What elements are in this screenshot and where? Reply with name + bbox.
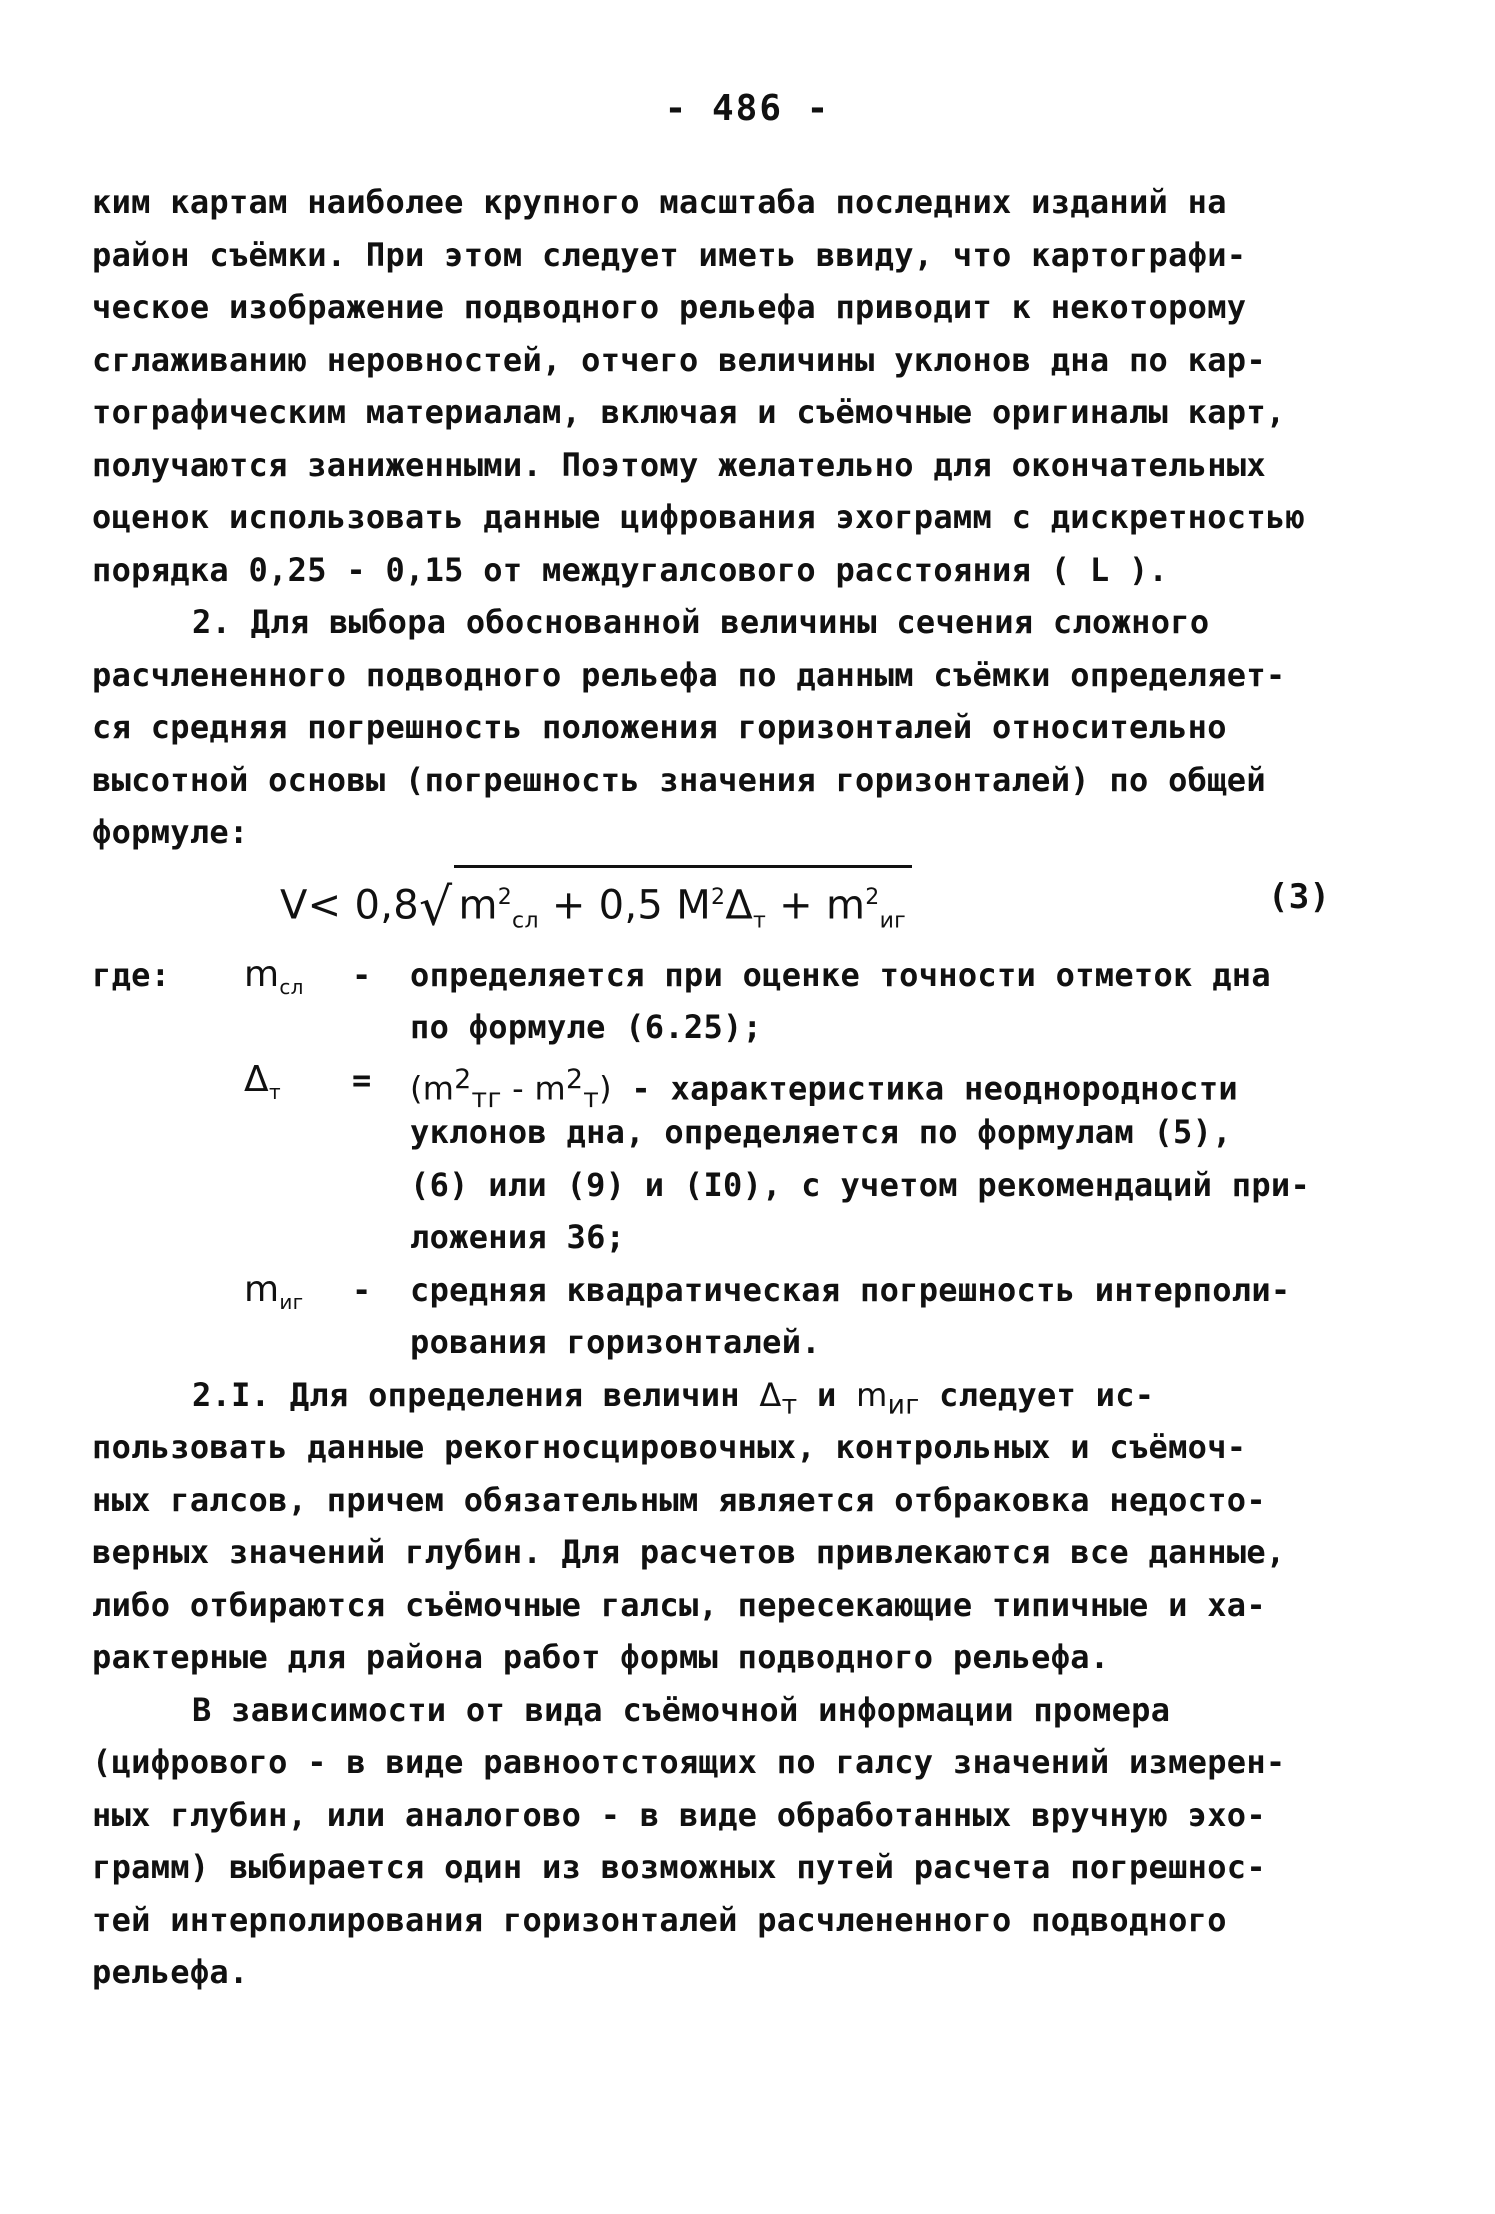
text-line: расчлененного подводного рельефа по данным съёмки определяет- xyxy=(92,655,1286,694)
paragraph-2 xyxy=(92,596,1432,859)
text-line: ных глубин, или аналогово - в виде обработанных вручную эхо- xyxy=(92,1795,1266,1834)
text-line: оценок использовать данные цифрования эхограмм с дискретностью xyxy=(92,498,1306,536)
document-body xyxy=(92,176,1432,1999)
text-line: сглаживанию неровностей, отчего величины уклонов дна по кар- xyxy=(92,340,1266,379)
text-line: тографическим материалам, включая и съёмочные оригиналы карт, xyxy=(92,393,1286,431)
text-line: порядка 0,25 - 0,15 от междугалсового расстояния ( L ). xyxy=(92,550,1169,589)
text-line: пользовать данные рекогносцировочных, контрольных и съёмоч- xyxy=(92,1428,1247,1466)
definition-dash: - xyxy=(352,1270,372,1309)
definition-dash: - xyxy=(352,955,372,994)
where-label: где: xyxy=(92,955,171,994)
text-line: ложения 36; xyxy=(410,1218,626,1256)
text-line: район съёмки. При этом следует иметь ввиду, что картографи- xyxy=(92,235,1247,274)
text-line: В зависимости от вида съёмочной информации промера xyxy=(192,1690,1171,1729)
definition-symbol: $m_{иг}$ xyxy=(244,1268,304,1314)
text-line: по формуле (6.25); xyxy=(410,1008,763,1046)
text-line: уклонов дна, определяется по формулам (5), xyxy=(410,1113,1232,1151)
text-line: тей интерполирования горизонталей расчлененного подводного xyxy=(92,1900,1227,1939)
text-line: средняя квадратическая погрешность интерполи- xyxy=(410,1270,1291,1309)
text-line: ческое изображение подводного рельефа приводит к некоторому xyxy=(92,288,1247,326)
text-line: ким картам наиболее крупного масштаба последних изданий на xyxy=(92,183,1227,221)
formula-coef: 0,8 xyxy=(354,881,420,928)
text-line: 2. Для выбора обоснованной величины сечения сложного xyxy=(192,603,1210,641)
paragraph-4 xyxy=(92,1684,1432,1999)
definitions-list xyxy=(92,949,1432,1369)
definition-symbol: $\Delta_т$ xyxy=(244,1058,281,1104)
formula-radicand: $m^2_{сл} + 0,5$ $M^2\Delta_т + m^2_{иг}$ xyxy=(454,865,912,948)
formula-3 xyxy=(92,859,1432,949)
text-line: грамм) выбирается один из возможных путей расчета погрешнос- xyxy=(92,1848,1266,1886)
paragraph-continuation xyxy=(92,176,1432,596)
definition-dash: = xyxy=(352,1060,372,1099)
text-line: (6) или (9) и (I0), с учетом рекомендаций при- xyxy=(410,1165,1311,1204)
text-line: определяется при оценке точности отметок дна xyxy=(410,955,1271,994)
paragraph-2-1 xyxy=(92,1369,1432,1684)
definition-text xyxy=(410,949,1432,1054)
definition-text xyxy=(410,1054,1432,1264)
text-line: (цифрового - в виде равноотстоящих по галсу значений измерен- xyxy=(92,1743,1286,1781)
text-line: верных значений глубин. Для расчетов привлекаются все данные, xyxy=(92,1533,1286,1571)
equation-number: (3) xyxy=(1268,876,1331,917)
text-line: $(m^2_{тг} - m^2_т)$ - характеристика неоднородности xyxy=(410,1063,1238,1114)
text-line: рактерные для района работ формы подводного рельефа. xyxy=(92,1638,1110,1676)
formula-lhs: V xyxy=(280,881,308,928)
definition-symbol: $m_{сл}$ xyxy=(244,953,304,999)
definition-text xyxy=(410,1264,1432,1369)
text-line: рования горизонталей. xyxy=(410,1323,821,1361)
text-line: ся средняя погрешность положения горизонталей относительно xyxy=(92,708,1227,746)
text-line: ных галсов, причем обязательным является отбраковка недосто- xyxy=(92,1480,1266,1519)
text-line: высотной основы (погрешность значения горизонталей) по общей xyxy=(92,760,1266,799)
definition-m-ig xyxy=(92,1264,1432,1369)
formula-relation: < xyxy=(307,881,342,928)
text-line: рельефа. xyxy=(92,1953,249,1991)
expr-open: ( xyxy=(410,1069,423,1108)
page-number: - 486 - xyxy=(664,88,831,129)
text-line: 2.I. Для определения величин $\Delta_т$ и $m_{иг}$ следует ис- xyxy=(192,1375,1155,1420)
definition-delta-t xyxy=(92,1054,1432,1264)
formula-expression xyxy=(280,865,912,948)
definition-m-sl xyxy=(92,949,1432,1054)
text-line: получаются заниженными. Поэтому желательно для окончательных xyxy=(92,445,1266,484)
sqrt-icon: √ xyxy=(419,876,453,937)
text-line: формуле: xyxy=(92,813,249,851)
text-line: либо отбираются съёмочные галсы, пересекающие типичные и ха- xyxy=(92,1585,1266,1624)
